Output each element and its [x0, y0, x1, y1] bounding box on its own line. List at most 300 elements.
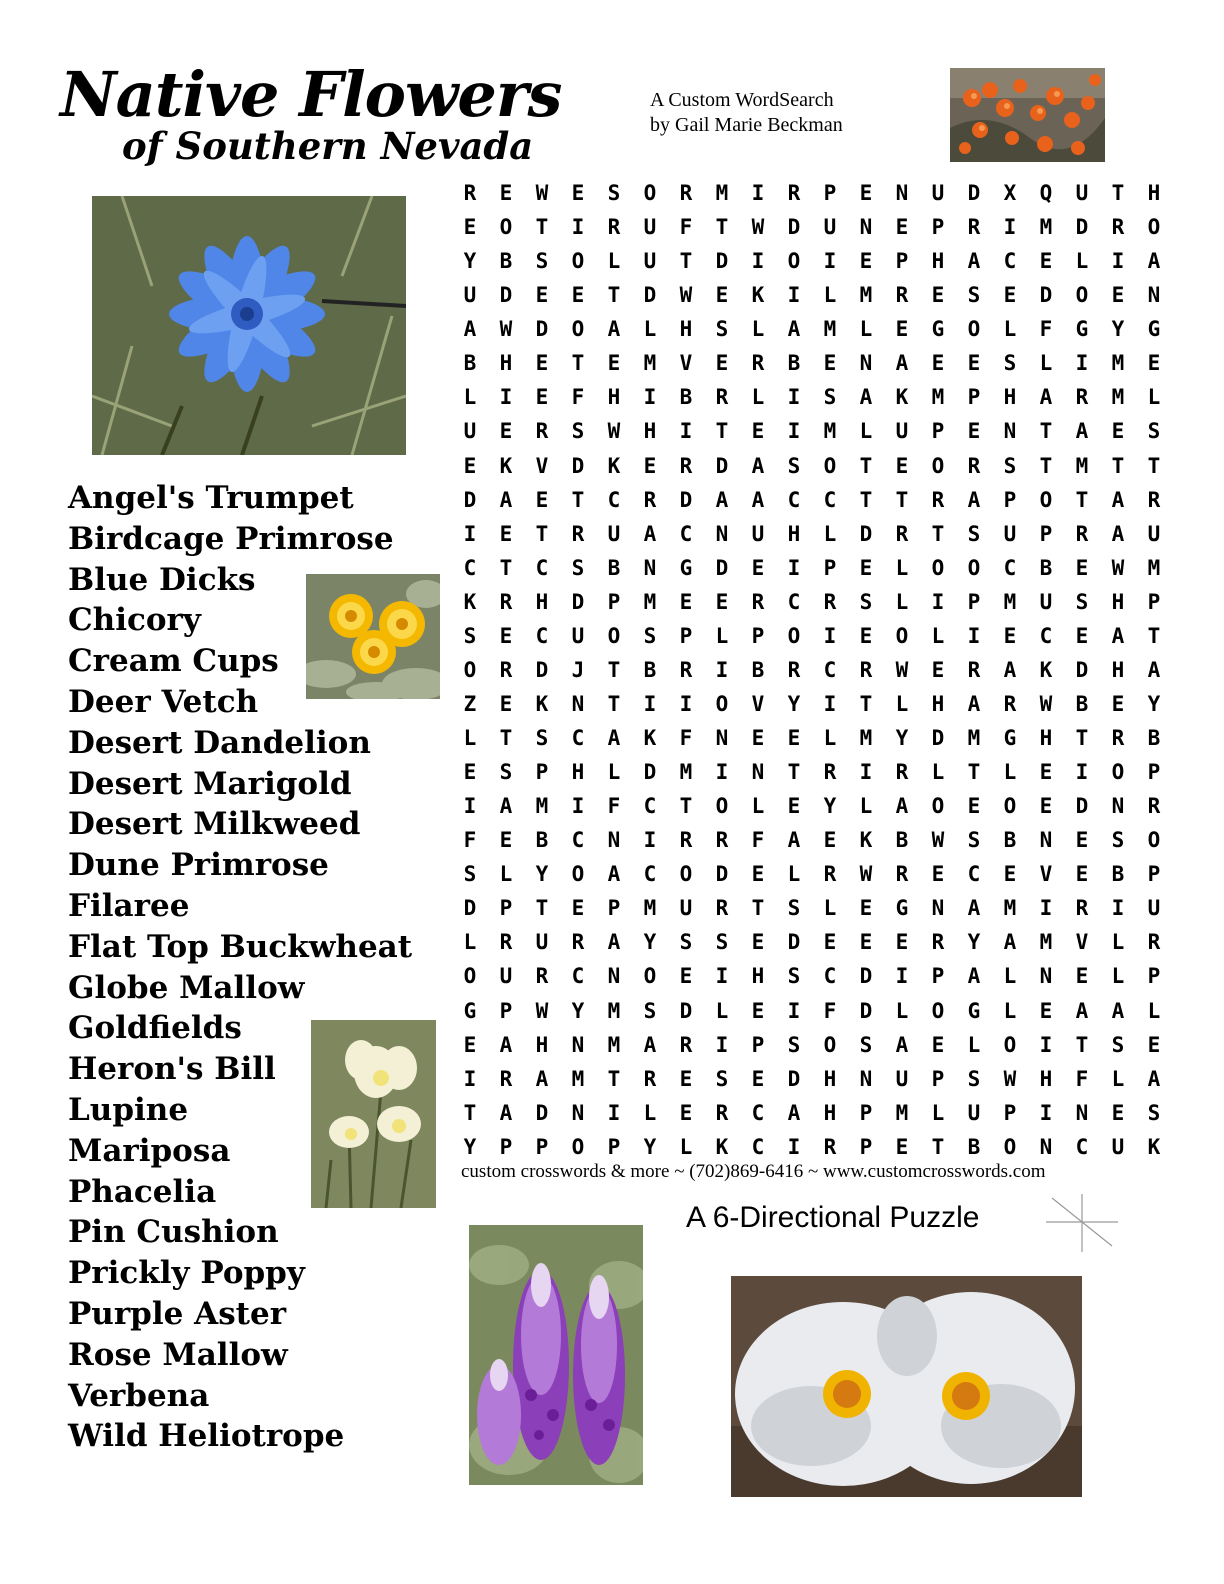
grid-letter: R [571, 930, 585, 955]
grid-letter: T [1147, 453, 1161, 478]
grid-letter: E [1111, 283, 1125, 308]
grid-letter: T [571, 351, 585, 376]
grid-letter: E [1111, 691, 1125, 716]
grid-letter: N [1111, 794, 1125, 819]
grid-letter: I [895, 964, 909, 989]
grid-letter: E [787, 794, 801, 819]
grid-letter: W [535, 181, 549, 206]
grid-letter: M [715, 181, 729, 206]
grid-letter: M [967, 726, 981, 751]
grid-letter: I [715, 760, 729, 785]
grid-letter: R [823, 1134, 837, 1159]
word-list-item: Deer Vetch [68, 683, 259, 720]
grid-letter: N [1039, 964, 1053, 989]
grid-letter: T [1075, 726, 1089, 751]
grid-letter: T [535, 521, 549, 546]
grid-letter: R [715, 896, 729, 921]
grid-letter: P [859, 1100, 873, 1125]
grid-letter: P [823, 181, 837, 206]
grid-letter: R [715, 828, 729, 853]
grid-letter: M [823, 317, 837, 342]
grid-letter: E [463, 1032, 477, 1057]
grid-letter: C [535, 623, 549, 648]
grid-letter: E [859, 181, 873, 206]
grid-letter: A [1075, 419, 1089, 444]
grid-letter: S [715, 1066, 729, 1091]
grid-letter: U [1147, 896, 1161, 921]
grid-letter: U [535, 930, 549, 955]
grid-letter: V [1039, 862, 1053, 887]
grid-letter: T [859, 453, 873, 478]
grid-letter: T [607, 283, 621, 308]
word-list-item: Birdcage Primrose [68, 520, 394, 557]
grid-letter: A [895, 1032, 909, 1057]
grid-letter: R [1075, 385, 1089, 410]
grid-letter: R [967, 453, 981, 478]
grid-letter: E [643, 453, 657, 478]
grid-letter: B [751, 657, 765, 682]
grid-letter: H [1111, 657, 1125, 682]
grid-letter: M [643, 351, 657, 376]
grid-letter: P [499, 1134, 513, 1159]
grid-letter: C [787, 487, 801, 512]
grid-letter: D [463, 896, 477, 921]
grid-letter: R [967, 657, 981, 682]
grid-letter: T [607, 657, 621, 682]
grid-letter: H [823, 1100, 837, 1125]
grid-letter: R [931, 930, 945, 955]
grid-letter: A [463, 317, 477, 342]
grid-letter: B [535, 828, 549, 853]
grid-letter: T [607, 1066, 621, 1091]
grid-letter: B [787, 351, 801, 376]
grid-letter: L [823, 283, 837, 308]
grid-letter: I [715, 964, 729, 989]
grid-letter: L [787, 862, 801, 887]
grid-letter: U [643, 215, 657, 240]
grid-letter: N [1003, 419, 1017, 444]
grid-letter: L [895, 555, 909, 580]
grid-letter: U [895, 419, 909, 444]
grid-letter: S [967, 828, 981, 853]
grid-letter: S [463, 862, 477, 887]
globe-mallow-photo [950, 68, 1105, 162]
grid-letter: A [1147, 657, 1161, 682]
grid-letter: I [463, 521, 477, 546]
grid-letter: O [931, 794, 945, 819]
word-list [68, 478, 412, 1457]
grid-letter: S [535, 726, 549, 751]
grid-letter: C [607, 487, 621, 512]
grid-letter: L [1003, 760, 1017, 785]
grid-letter: A [499, 1032, 513, 1057]
grid-letter: C [751, 1100, 765, 1125]
grid-letter: C [643, 862, 657, 887]
grid-letter: I [787, 419, 801, 444]
puzzle-type-label: A 6-Directional Puzzle [686, 1201, 980, 1234]
grid-letter: S [715, 317, 729, 342]
word-list-item: Chicory [68, 602, 201, 639]
grid-letter: K [607, 453, 621, 478]
grid-letter: B [1111, 862, 1125, 887]
grid-letter: H [1003, 385, 1017, 410]
grid-letter: S [1111, 828, 1125, 853]
grid-letter: A [1147, 1066, 1161, 1091]
grid-letter: I [1003, 215, 1017, 240]
grid-letter: M [1075, 453, 1089, 478]
grid-letter: P [607, 1134, 621, 1159]
grid-letter: A [607, 930, 621, 955]
grid-letter: B [463, 351, 477, 376]
grid-letter: A [895, 351, 909, 376]
grid-letter: S [787, 1032, 801, 1057]
grid-letter: E [967, 419, 981, 444]
grid-letter: W [1039, 691, 1053, 716]
grid-letter: H [643, 419, 657, 444]
word-list-item: Heron's Bill [68, 1051, 276, 1088]
grid-letter: F [463, 828, 477, 853]
grid-letter: E [535, 283, 549, 308]
grid-letter: I [571, 215, 585, 240]
grid-letter: D [859, 521, 873, 546]
grid-letter: R [679, 181, 693, 206]
grid-letter: R [535, 964, 549, 989]
grid-letter: L [859, 317, 873, 342]
grid-letter: E [751, 1066, 765, 1091]
grid-letter: E [571, 896, 585, 921]
grid-letter: I [1075, 760, 1089, 785]
grid-letter: I [1111, 249, 1125, 274]
grid-letter: S [1003, 351, 1017, 376]
grid-letter: F [607, 794, 621, 819]
grid-letter: I [823, 249, 837, 274]
grid-letter: E [751, 998, 765, 1023]
grid-letter: E [535, 385, 549, 410]
grid-letter: T [931, 521, 945, 546]
grid-letter: E [715, 589, 729, 614]
grid-letter: R [499, 589, 513, 614]
grid-letter: W [895, 657, 909, 682]
grid-letter: U [1111, 1134, 1125, 1159]
grid-letter: P [607, 589, 621, 614]
grid-letter: E [535, 351, 549, 376]
grid-letter: R [499, 1066, 513, 1091]
grid-letter: D [643, 283, 657, 308]
grid-letter: A [643, 521, 657, 546]
grid-letter: S [823, 385, 837, 410]
grid-letter: T [499, 726, 513, 751]
grid-letter: R [1111, 726, 1125, 751]
grid-letter: Y [643, 930, 657, 955]
grid-letter: S [679, 930, 693, 955]
grid-letter: L [463, 385, 477, 410]
grid-letter: R [895, 760, 909, 785]
grid-letter: M [535, 794, 549, 819]
grid-letter: F [679, 726, 693, 751]
page-subtitle: of Southern Nevada [122, 124, 534, 168]
grid-letter: O [1111, 760, 1125, 785]
grid-letter: K [859, 828, 873, 853]
grid-letter: B [643, 657, 657, 682]
grid-letter: R [787, 657, 801, 682]
grid-letter: H [535, 1032, 549, 1057]
grid-letter: S [967, 1066, 981, 1091]
grid-letter: K [1039, 657, 1053, 682]
grid-letter: P [1003, 1100, 1017, 1125]
grid-letter: O [571, 1134, 585, 1159]
grid-letter: L [1111, 964, 1125, 989]
grid-letter: E [1039, 249, 1053, 274]
grid-letter: E [679, 589, 693, 614]
grid-letter: O [1003, 1032, 1017, 1057]
grid-letter: C [571, 726, 585, 751]
grid-letter: R [895, 862, 909, 887]
grid-letter: A [499, 1100, 513, 1125]
grid-letter: L [1075, 249, 1089, 274]
grid-letter: R [967, 215, 981, 240]
grid-letter: R [787, 181, 801, 206]
grid-letter: M [679, 760, 693, 785]
grid-letter: O [787, 623, 801, 648]
grid-letter: L [715, 998, 729, 1023]
grid-letter: G [463, 998, 477, 1023]
grid-letter: A [1111, 521, 1125, 546]
grid-letter: I [823, 623, 837, 648]
grid-letter: L [859, 419, 873, 444]
grid-letter: T [499, 555, 513, 580]
grid-letter: P [1003, 487, 1017, 512]
grid-letter: I [931, 589, 945, 614]
grid-letter: E [895, 215, 909, 240]
grid-letter: A [1075, 998, 1089, 1023]
grid-letter: O [1003, 1134, 1017, 1159]
grid-letter: E [499, 691, 513, 716]
grid-letter: E [1039, 760, 1053, 785]
grid-letter: O [607, 623, 621, 648]
grid-letter: U [463, 419, 477, 444]
grid-letter: U [823, 215, 837, 240]
grid-letter: H [823, 1066, 837, 1091]
grid-letter: D [859, 998, 873, 1023]
grid-letter: A [1111, 998, 1125, 1023]
grid-letter: I [1111, 896, 1125, 921]
grid-letter: R [463, 181, 477, 206]
grid-letter: R [571, 521, 585, 546]
grid-letter: A [967, 487, 981, 512]
grid-letter: N [1039, 828, 1053, 853]
word-list-item: Lupine [68, 1091, 189, 1128]
word-list-item: Wild Heliotrope [68, 1418, 345, 1455]
grid-letter: U [751, 521, 765, 546]
grid-letter: Y [463, 249, 477, 274]
grid-letter: L [1111, 930, 1125, 955]
word-list-item: Goldfields [68, 1010, 242, 1047]
grid-letter: O [967, 317, 981, 342]
grid-letter: L [931, 623, 945, 648]
grid-letter: D [859, 964, 873, 989]
grid-letter: V [535, 453, 549, 478]
grid-letter: A [1039, 385, 1053, 410]
grid-letter: D [535, 317, 549, 342]
grid-letter: P [931, 1066, 945, 1091]
credit-line-1: A Custom WordSearch [650, 89, 834, 111]
grid-letter: H [787, 521, 801, 546]
grid-letter: N [571, 691, 585, 716]
grid-letter: I [859, 760, 873, 785]
grid-letter: E [895, 1134, 909, 1159]
grid-letter: I [643, 385, 657, 410]
grid-letter: U [1147, 521, 1161, 546]
grid-letter: U [571, 623, 585, 648]
grid-letter: T [463, 1100, 477, 1125]
grid-letter: P [931, 419, 945, 444]
word-list-item: Pin Cushion [68, 1214, 279, 1251]
grid-letter: A [967, 691, 981, 716]
grid-letter: E [1075, 862, 1089, 887]
grid-letter: S [1147, 1100, 1161, 1125]
grid-letter: D [787, 215, 801, 240]
grid-letter: L [607, 760, 621, 785]
grid-letter: H [1039, 1066, 1053, 1091]
grid-letter: Y [1111, 317, 1125, 342]
grid-letter: R [1075, 521, 1089, 546]
grid-letter: D [715, 453, 729, 478]
grid-letter: Y [967, 930, 981, 955]
grid-letter: R [1147, 794, 1161, 819]
grid-letter: I [1039, 1032, 1053, 1057]
grid-letter: T [535, 896, 549, 921]
grid-letter: A [1111, 487, 1125, 512]
grid-letter: T [535, 215, 549, 240]
grid-letter: N [571, 1100, 585, 1125]
grid-letter: W [931, 828, 945, 853]
grid-letter: I [715, 1032, 729, 1057]
grid-letter: E [1039, 794, 1053, 819]
grid-letter: E [1075, 828, 1089, 853]
grid-letter: L [1003, 998, 1017, 1023]
grid-letter: R [895, 521, 909, 546]
grid-letter: B [967, 1134, 981, 1159]
grid-letter: L [1147, 998, 1161, 1023]
word-list-item: Cream Cups [68, 643, 279, 680]
page-title: Native Flowers [60, 58, 562, 131]
grid-letter: R [823, 589, 837, 614]
grid-letter: P [499, 896, 513, 921]
grid-letter: O [715, 691, 729, 716]
grid-letter: E [499, 828, 513, 853]
grid-letter: A [787, 828, 801, 853]
grid-letter: S [463, 623, 477, 648]
grid-letter: B [1075, 691, 1089, 716]
grid-letter: S [1003, 453, 1017, 478]
grid-letter: E [931, 862, 945, 887]
grid-letter: U [895, 1066, 909, 1091]
grid-letter: A [607, 317, 621, 342]
grid-letter: H [499, 351, 513, 376]
grid-letter: L [751, 317, 765, 342]
grid-letter: T [1147, 623, 1161, 648]
grid-letter: T [931, 1134, 945, 1159]
grid-letter: L [643, 1100, 657, 1125]
direction-lines-icon [1044, 1194, 1120, 1252]
grid-letter: E [859, 623, 873, 648]
credit [650, 88, 843, 138]
grid-letter: E [859, 930, 873, 955]
grid-letter: N [607, 964, 621, 989]
grid-letter: R [751, 351, 765, 376]
grid-letter: E [499, 623, 513, 648]
grid-letter: L [823, 726, 837, 751]
grid-letter: A [499, 794, 513, 819]
grid-letter: O [931, 453, 945, 478]
grid-letter: E [751, 419, 765, 444]
grid-letter: W [679, 283, 693, 308]
grid-letter: M [823, 419, 837, 444]
grid-letter: Y [571, 998, 585, 1023]
grid-letter: N [1075, 1100, 1089, 1125]
grid-letter: R [679, 828, 693, 853]
grid-letter: R [823, 862, 837, 887]
grid-letter: H [571, 760, 585, 785]
grid-letter: T [787, 760, 801, 785]
grid-letter: R [499, 657, 513, 682]
grid-letter: W [499, 317, 513, 342]
grid-letter: H [679, 317, 693, 342]
grid-letter: A [1147, 249, 1161, 274]
word-list-item: Desert Milkweed [68, 806, 361, 843]
grid-letter: E [859, 896, 873, 921]
grid-letter: E [1147, 1032, 1161, 1057]
grid-letter: H [1039, 726, 1053, 751]
grid-letter: E [715, 283, 729, 308]
grid-letter: L [751, 385, 765, 410]
grid-letter: Y [823, 794, 837, 819]
grid-letter: C [643, 794, 657, 819]
word-list-item: Filaree [68, 887, 190, 924]
grid-letter: S [787, 896, 801, 921]
grid-letter: P [751, 623, 765, 648]
word-list-item: Prickly Poppy [68, 1255, 305, 1292]
grid-letter: T [751, 896, 765, 921]
grid-letter: M [859, 726, 873, 751]
grid-letter: I [463, 794, 477, 819]
grid-letter: R [643, 487, 657, 512]
grid-letter: U [607, 521, 621, 546]
grid-letter: I [1039, 1100, 1053, 1125]
grid-letter: E [571, 283, 585, 308]
grid-letter: A [787, 1100, 801, 1125]
grid-letter: R [1003, 691, 1017, 716]
grid-letter: E [463, 453, 477, 478]
grid-letter: D [1075, 794, 1089, 819]
grid-letter: I [607, 1100, 621, 1125]
grid-letter: M [607, 998, 621, 1023]
grid-letter: Y [787, 691, 801, 716]
grid-letter: P [823, 555, 837, 580]
grid-letter: K [535, 691, 549, 716]
grid-letter: A [967, 964, 981, 989]
grid-letter: D [715, 555, 729, 580]
grid-letter: L [895, 589, 909, 614]
grid-letter: A [967, 896, 981, 921]
grid-letter: A [535, 1066, 549, 1091]
grid-letter: L [1003, 317, 1017, 342]
grid-letter: U [499, 964, 513, 989]
grid-letter: Y [895, 726, 909, 751]
grid-letter: T [571, 487, 585, 512]
grid-letter: S [859, 589, 873, 614]
grid-letter: A [1111, 623, 1125, 648]
